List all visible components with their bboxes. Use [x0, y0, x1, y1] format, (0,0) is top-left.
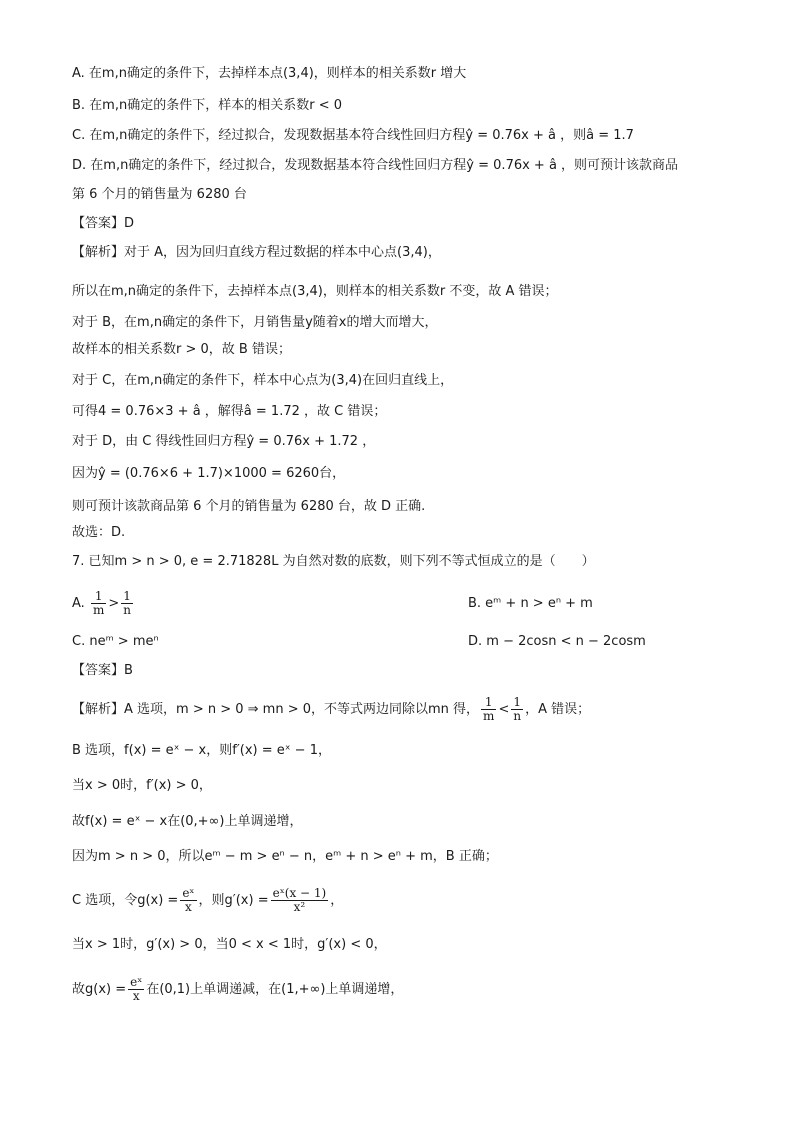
analysis-c-line-1 [72, 883, 724, 919]
frac-numerator: eˣ [182, 886, 195, 900]
analysis-line-6: 可得4 = 0.76×3 + â ，解得â = 1.72 ，故 C 错误； [72, 404, 387, 419]
frac-denominator: x [132, 989, 140, 1003]
frac-denominator: x [185, 900, 192, 914]
analysis-b-line-2: 当x > 0时，f′(x) > 0， [72, 778, 212, 793]
q7-option-a-operator: > [108, 596, 120, 611]
frac-numerator: eˣ(x − 1) [272, 886, 327, 900]
analysis-c-line-3 [72, 972, 724, 1008]
q7-option-a-frac-1 [91, 590, 106, 617]
analysis-line-1: 【解析】对于 A，因为回归直线方程过数据的样本中心点(3,4)， [72, 245, 441, 260]
analysis-a-frac-2 [511, 696, 523, 723]
analysis-c-pre: C 选项，令g(x) = [72, 893, 179, 908]
analysis-a-pre: 【解析】A 选项，m > n > 0 ⇒ mn > 0，不等式两边同除以mn 得， [72, 702, 480, 717]
frac-denominator: m [483, 709, 495, 723]
analysis-c-post: ， [330, 893, 344, 908]
analysis-a-operator: < [498, 702, 510, 717]
q7-option-a-frac-2 [121, 590, 133, 617]
analysis-a-line [72, 692, 724, 728]
analysis-c3-frac [128, 976, 144, 1003]
analysis-line-3: 对于 B，在m,n确定的条件下，月销售量y随着x的增大而增大， [72, 315, 438, 330]
q7-option-d: D. m − 2cosn < n − 2cosm [468, 634, 646, 649]
analysis-c-line-2: 当x > 1时，g′(x) > 0，当0 < x < 1时，g′(x) < 0， [72, 937, 387, 952]
frac-numerator: 1 [121, 590, 133, 604]
analysis-c3-post: 在(0,1)上单调递减，在(1,+∞)上单调递增， [146, 982, 404, 997]
analysis-b-line-3: 故f(x) = eˣ − x在(0,+∞)上单调递增， [72, 814, 303, 829]
answer-label: 【答案】D [72, 216, 135, 231]
q7-option-a-label: A. [72, 596, 85, 611]
analysis-line-7: 对于 D，由 C 得线性回归方程ŷ = 0.76x + 1.72 ， [72, 434, 376, 449]
option-b-text: B. 在m,n确定的条件下，样本的相关系数r < 0 [72, 98, 342, 113]
frac-numerator: eˣ [130, 975, 143, 989]
analysis-b-line-4: 因为m > n > 0，所以eᵐ − m > eⁿ − n，eᵐ + n > eⁿ + m，B 正确； [72, 849, 498, 864]
analysis-line-8: 因为ŷ = (0.76×6 + 1.7)×1000 = 6260台， [72, 466, 346, 481]
q7-options-row-2 [72, 633, 724, 653]
analysis-c-mid: ，则g′(x) = [198, 893, 269, 908]
analysis-c-frac-2 [271, 887, 329, 914]
analysis-line-5: 对于 C，在m,n确定的条件下，样本中心点为(3,4)在回归直线上， [72, 373, 454, 388]
q7-option-c: C. neᵐ > meⁿ [72, 634, 159, 649]
analysis-c3-pre: 故g(x) = [72, 982, 127, 997]
analysis-a-frac-1 [481, 696, 496, 723]
option-a-text: A. 在m,n确定的条件下，去掉样本点(3,4)，则样本的相关系数r 增大 [72, 66, 467, 81]
frac-denominator: x² [293, 900, 306, 914]
analysis-line-2: 所以在m,n确定的条件下，去掉样本点(3,4)，则样本的相关系数r 不变，故 A 错误； [72, 284, 558, 299]
frac-numerator: 1 [511, 696, 523, 710]
option-d-text: D. 在m,n确定的条件下，经过拟合，发现数据基本符合线性回归方程ŷ = 0.76x + â ，则可预计该款商品 [72, 158, 679, 173]
analysis-a-post: ，A 错误； [525, 702, 591, 717]
frac-denominator: n [123, 603, 131, 617]
choose-line: 故选：D. [72, 525, 126, 540]
frac-numerator: 1 [91, 590, 106, 604]
q7-options-row-1 [72, 586, 724, 622]
frac-denominator: m [92, 603, 105, 617]
analysis-c-frac-1 [180, 887, 196, 914]
option-c-text: C. 在m,n确定的条件下，经过拟合，发现数据基本符合线性回归方程ŷ = 0.76x + â ，则â = 1.7 [72, 128, 634, 143]
analysis-line-4: 故样本的相关系数r > 0，故 B 错误； [72, 342, 291, 357]
analysis-b-line-1: B 选项，f(x) = eˣ − x，则f′(x) = eˣ − 1， [72, 743, 331, 758]
frac-denominator: n [513, 709, 522, 723]
q7-option-b: B. eᵐ + n > eⁿ + m [468, 596, 593, 611]
analysis-line-9: 则可预计该款商品第 6 个月的销售量为 6280 台，故 D 正确. [72, 499, 426, 514]
option-d-continued: 第 6 个月的销售量为 6280 台 [72, 187, 247, 202]
answer-label-2: 【答案】B [72, 663, 133, 678]
question-7-stem: 7. 已知m > n > 0, e = 2.71828L 为自然对数的底数，则下列不等式恒成立的是（ ） [72, 554, 595, 569]
frac-numerator: 1 [481, 696, 496, 710]
